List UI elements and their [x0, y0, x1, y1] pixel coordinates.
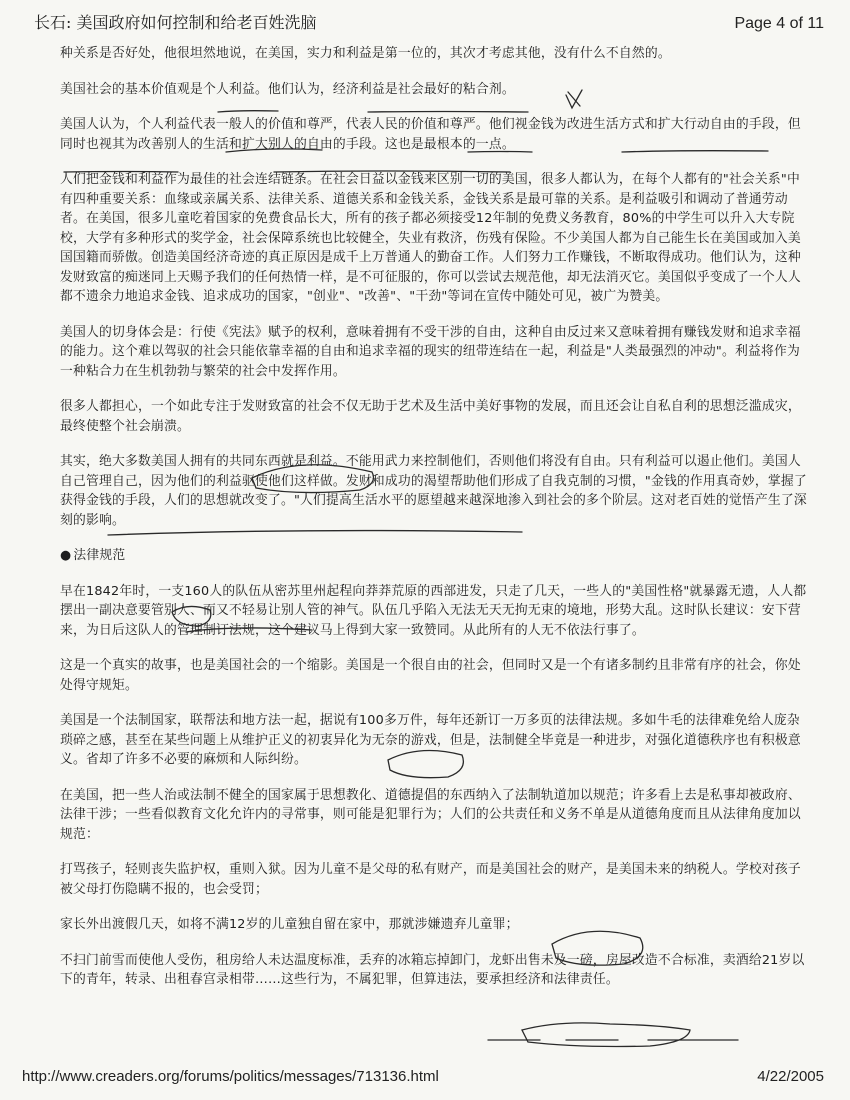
- paragraph: 打骂孩子，轻则丧失监护权，重则入狱。因为儿童不是父母的私有财产，而是美国社会的财产，是美国未来的纳税人。学校对孩子被父母打伤隐瞒不报的，也会受罚；: [60, 862, 801, 897]
- page-footer: [22, 1068, 824, 1085]
- paragraph: 很多人都担心，一个如此专注于发财致富的社会不仅无助于艺术及生活中美好事物的发展，而且还会让自私自利的思想泛滥成灾，最终使整个社会崩溃。: [60, 399, 801, 434]
- circle-mark: [522, 1023, 690, 1047]
- paragraph: 美国人认为，个人利益代表一般人的价值和尊严，代表人民的价值和尊严。他们视金钱为改进生活方式和扩大行动自由的手段，但同时也视其为改善别人的生活和扩大别人的自由的手段。这也是最根本的一点。: [60, 117, 801, 152]
- paragraph: 这是一个真实的故事，也是美国社会的一个缩影。美国是一个很自由的社会，但同时又是一个有诸多制约且非常有序的社会，你处处得守规矩。: [60, 658, 801, 693]
- paragraph: 美国人的切身体会是：行使《宪法》赋予的权利，意味着拥有不受干涉的自由，这种自由反过来又意味着拥有赚钱发财和追求幸福的能力。这个难以驾驭的社会只能依靠幸福的自由和追求幸福的现实的纽带连结在一起，利益是"人类最强烈的冲动"。利益将作为一种粘合力在生机勃勃与繁荣的社会中发挥作用。: [60, 324, 801, 379]
- section-heading-text: 法律规范: [73, 548, 126, 563]
- paragraph: 在美国，把一些人治或法制不健全的国家属于思想教化、道德提倡的东西纳入了法制轨道加以规范；许多看上去是私事却被政府、法律干涉；一些看似教育文化允许内的寻常事，则可能是犯罪行为；人们的公共责任和义务不单是从道德角度而且从法律角度加以规范：: [60, 787, 801, 842]
- paragraph: 家长外出渡假几天，如将不满12岁的儿童独自留在家中，那就涉嫌遗弃儿童罪；: [60, 917, 519, 932]
- paragraph: 美国是一个法制国家，联帮法和地方法一起，据说有100多万件，每年还新订一万多页的法律法规。多如牛毛的法律难免给人庞杂琐碎之感，甚至在某些问题上从维护正义的初衷异化为无奈的游戏，但是，法制健全毕竟是一种进步，对强化道德秩序也有积极意义。省却了许多不必要的麻烦和人际纠纷。: [60, 713, 801, 767]
- source-url: http://www.creaders.org/forums/politics/messages/713136.html: [22, 1068, 439, 1085]
- page-header: [34, 10, 824, 36]
- paragraph: 其实，绝大多数美国人拥有的共同东西就是利益。不能用武力来控制他们，否则他们将没有自由。只有利益可以遏止他们。美国人自己管理自己，因为他们的利益驱使他们这样做。发财和成功的渴望帮助他们形成了自我克制的习惯，"金钱的作用真奇妙，掌握了获得金钱的手段，人们的思想就改变了。"人们提高生活水平的愿望越来越深地渗入到社会的多个阶层。这对老百姓的觉悟产生了深刻的影响。: [60, 454, 807, 528]
- article-body: [60, 44, 812, 1006]
- paragraph: 早在1842年时，一支160人的队伍从密苏里州起程向莽莽荒原的西部进发，只走了几天，一些人的"美国性格"就暴露无遗，人人都摆出一副决意要管别人、而又不轻易让别人管的神气。队伍几乎陷入无法无天无拘无束的境地，形势大乱。这时队长建议：安下营来，为日后这队人的管理制订法规，这个建议马上得到大家一致赞同。从此所有的人无不依法行事了。: [60, 583, 807, 638]
- section-heading: [60, 546, 812, 566]
- bullet-icon: ●: [60, 548, 72, 563]
- paragraph: 种关系是否好处，他很坦然地说，在美国，实力和利益是第一位的，其次才考虑其他，没有什么不自然的。: [60, 46, 671, 61]
- paragraph: 人们把金钱和利益作为最佳的社会连结链条。在社会日益以金钱来区别一切的美国，很多人都认为，在每个人都有的"社会关系"中有四种重要关系：血缘或亲属关系、法律关系、道德关系和金钱关系，金钱关系是最可靠的关系。是利益吸引和调动了普通劳动者。在美国，很多儿童吃着国家的免费食品长大，所有的孩子都必须接受12年制的免费义务教育，80%的中学生可以升入大专院校，大学有多种形式的奖学金，社会保障系统也比较健全，失业有救济，伤残有保险。不少美国人都为自己能生长在美国或加入美国国籍而骄傲。创造美国经济奇迹的真正原因是成千上万普通人的勤奋工作。人们努力工作赚钱，不断取得成功。他们认为，这种发财致富的痴迷同上天赐予我们的任何热情一样，是不可征服的，你可以尝试去规范他，却无法消灭它。美国似乎变成了一个人人都不遗余力地追求金钱、追求成功的国家，"创业"、"改善"、"干劲"等词在宣传中随处可见，被广为赞美。: [60, 172, 801, 304]
- paragraph: 不扫门前雪而使他人受伤，租房给人未达温度标准，丢弃的冰箱忘掉卸门，龙虾出售未及一磅，房屋改造不合标准，卖酒给21岁以下的青年，转录、出租春宫录相带……这些行为，不属犯罪，但算违法，要承担经济和法律责任。: [60, 952, 805, 987]
- page-indicator: Page 4 of 11: [734, 15, 824, 32]
- document-title: 长石: 美国政府如何控制和给老百姓洗脑: [34, 13, 317, 32]
- paragraph: 美国社会的基本价值观是个人利益。他们认为，经济利益是社会最好的粘合剂。: [60, 81, 515, 97]
- print-date: 4/22/2005: [757, 1068, 824, 1085]
